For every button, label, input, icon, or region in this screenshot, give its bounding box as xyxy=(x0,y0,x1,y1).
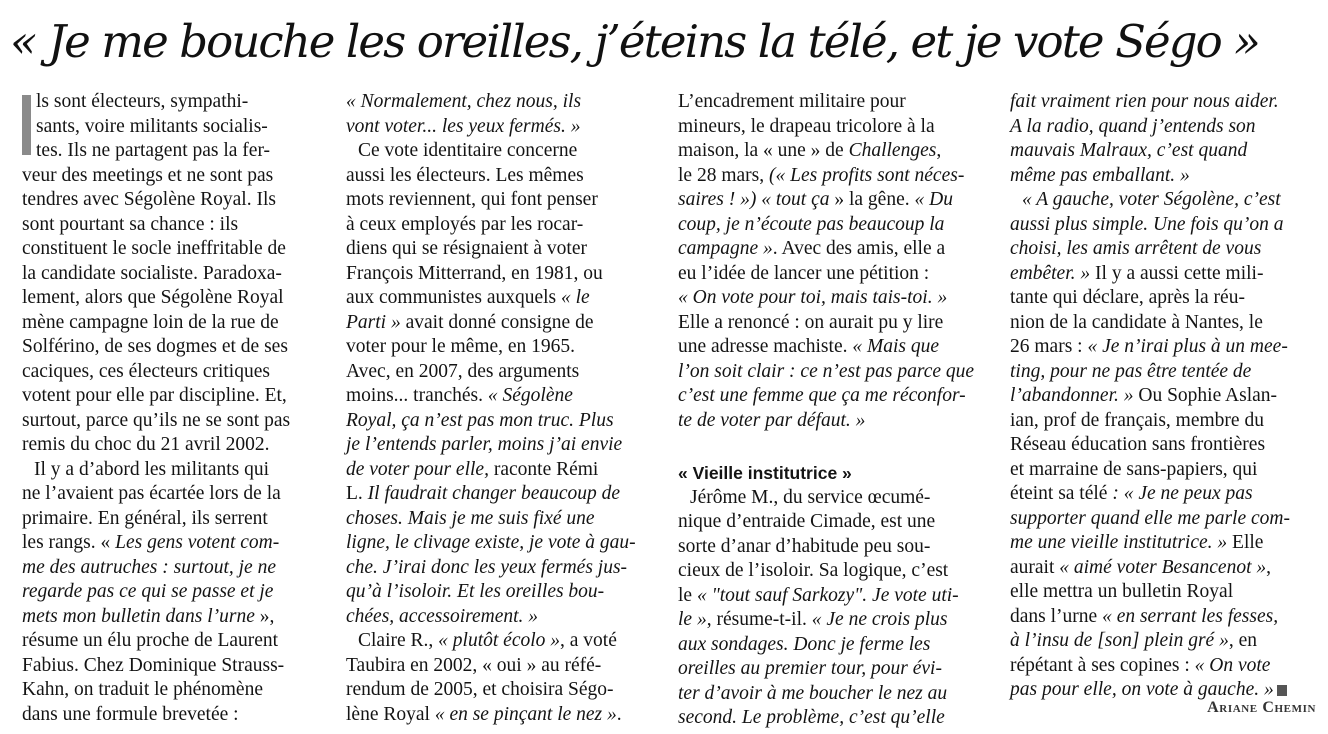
text-line: de voter pour elle, raconte Rémi xyxy=(346,458,599,480)
text-line: coup, je n’écoute pas beaucoup la xyxy=(678,213,945,235)
text-line: tes. Ils ne partagent pas la fer- xyxy=(36,140,271,161)
text-line: Kahn, on traduit le phénomène xyxy=(22,679,263,700)
text-line: mets mon bulletin dans l’urne », xyxy=(22,605,275,627)
text-line: c’est une femme que ça me réconfor- xyxy=(678,385,966,406)
column-4 xyxy=(1010,90,1314,703)
text-line: rendum de 2005, et choisira Ségo- xyxy=(346,679,614,700)
end-mark-icon xyxy=(1277,685,1287,696)
text-line: choses. Mais je me suis fixé une xyxy=(346,507,595,529)
text-line: aux communistes auxquels « le xyxy=(346,287,590,308)
text-line: 26 mars : « Je n’irai plus à un mee- xyxy=(1010,336,1288,357)
text-line: embêter. » Il y a aussi cette mili- xyxy=(1010,262,1264,284)
text-line: eu l’idée de lancer une pétition : xyxy=(678,262,930,284)
text-line: mots reviennent, qui font penser xyxy=(346,189,598,210)
text-line: remis du choc du 21 avril 2002. xyxy=(22,434,270,455)
text-line: pas pour elle, on vote à gauche. » xyxy=(1010,678,1314,703)
text-line: vont voter... les yeux fermés. » xyxy=(346,115,581,137)
headline: « Je me bouche les oreilles, j’éteins la télé, et je vote Ségo » xyxy=(10,15,1259,68)
text-line: A la radio, quand j’entends son xyxy=(1010,115,1256,137)
text-line: surtout, parce qu’ils ne se sont pas xyxy=(22,409,291,431)
text-line: che. J’irai donc les yeux fermés jus- xyxy=(346,556,628,578)
text-line: second. Le problème, c’est qu’elle xyxy=(678,707,945,728)
text-line: Claire R., « plutôt écolo », a voté xyxy=(358,630,617,651)
text-line: mène campagne loin de la rue de xyxy=(22,311,279,333)
text-line: la candidate socialiste. Paradoxa- xyxy=(22,262,282,284)
text-line: l’abandonner. » Ou Sophie Aslan- xyxy=(1010,385,1278,406)
text-line: supporter quand elle me parle com- xyxy=(1010,507,1290,529)
text-line: elle mettra un bulletin Royal xyxy=(1010,581,1234,602)
text-line: le », résume-t-il. « Je ne crois plus xyxy=(678,609,948,630)
text-line: à ceux employés par les rocar- xyxy=(346,213,584,235)
text-line: répétant à ses copines : « On vote xyxy=(1010,654,1271,676)
text-line: fait vraiment rien pour nous aider. xyxy=(1010,91,1279,112)
text-line: sants, voire militants socialis- xyxy=(36,115,268,137)
text-line: lène Royal « en se pinçant le nez ». xyxy=(346,703,622,725)
text-line: Fabius. Chez Dominique Strauss- xyxy=(22,654,285,676)
text-line: aussi plus simple. Une fois qu’on a xyxy=(1010,213,1284,235)
text-line: et marraine de sans-papiers, qui xyxy=(1010,458,1258,480)
text-line: Il y a d’abord les militants qui xyxy=(34,458,270,480)
text-line: Taubira en 2002, « oui » au réfé- xyxy=(346,654,602,676)
text-line: L. Il faudrait changer beaucoup de xyxy=(346,483,621,504)
drop-cap-bar xyxy=(22,95,31,155)
text-line: maison, la « une » de Challenges, xyxy=(678,140,942,161)
text-line: ne l’avaient pas écartée lors de la xyxy=(22,483,281,504)
text-line: L’encadrement militaire pour xyxy=(678,91,906,112)
text-line: primaire. En général, ils serrent xyxy=(22,507,268,529)
text-line: diens qui se résignaient à voter xyxy=(346,238,587,259)
text-line: cieux de l’isoloir. Sa logique, c’est xyxy=(678,560,949,581)
text-line: « On vote pour toi, mais tais-toi. » xyxy=(678,287,948,308)
column-1 xyxy=(22,90,326,727)
text-line: choisi, les amis arrêtent de vous xyxy=(1010,238,1262,259)
text-line: campagne ». Avec des amis, elle a xyxy=(678,238,946,259)
text-line: « A gauche, voter Ségolène, c’est xyxy=(1022,189,1281,210)
text-line: regarde pas ce qui se passe et je xyxy=(22,581,274,602)
text-line: aux sondages. Donc je ferme les xyxy=(678,633,931,655)
text-line: Royal, ça n’est pas mon truc. Plus xyxy=(346,409,614,431)
text-line: me une vieille institutrice. » Elle xyxy=(1010,532,1264,553)
text-line: te de voter par défaut. » xyxy=(678,409,866,431)
text-line: dans une formule brevetée : xyxy=(22,703,239,725)
text-line: dans l’urne « en serrant les fesses, xyxy=(1010,605,1279,627)
text-line: voter pour le même, en 1965. xyxy=(346,336,576,357)
text-line: saires ! ») « tout ça » la gêne. « Du xyxy=(678,189,953,210)
text-line: aussi les électeurs. Les mêmes xyxy=(346,164,584,186)
text-line: oreilles au premier tour, pour évi- xyxy=(678,658,942,679)
text-line: me des autruches : surtout, je ne xyxy=(22,556,276,578)
text-line: moins... tranchés. « Ségolène xyxy=(346,385,573,406)
text-line: le « "tout sauf Sarkozy". Je vote uti- xyxy=(678,584,959,606)
author-byline: Ariane Chemin xyxy=(1207,699,1316,716)
spacer xyxy=(678,433,982,461)
text-line: constituent le socle ineffritable de xyxy=(22,238,286,259)
text-line: je l’entends parler, moins j’ai envie xyxy=(346,434,623,455)
text-line: ian, prof de français, membre du xyxy=(1010,409,1264,431)
text-line: aurait « aimé voter Besancenot », xyxy=(1010,556,1271,578)
column-2 xyxy=(346,90,650,727)
text-line: le 28 mars, (« Les profits sont néces- xyxy=(678,164,965,186)
text-line: ting, pour ne pas être tentée de xyxy=(1010,360,1252,382)
text-line: nique d’entraide Cimade, est une xyxy=(678,511,936,532)
text-line: veur des meetings et ne sont pas xyxy=(22,164,274,186)
text-line: une adresse machiste. « Mais que xyxy=(678,336,940,357)
text-line: Jérôme M., du service œcumé- xyxy=(690,486,931,508)
text-line: ter d’avoir à me boucher le nez au xyxy=(678,682,948,704)
text-line: nion de la candidate à Nantes, le xyxy=(1010,311,1263,333)
text-line: éteint sa télé : « Je ne peux pas xyxy=(1010,483,1253,504)
text-line: Réseau éducation sans frontières xyxy=(1010,434,1266,455)
text-line: les rangs. « Les gens votent com- xyxy=(22,532,280,553)
text-line: tendres avec Ségolène Royal. Ils xyxy=(22,189,276,210)
text-line: qu’à l’isoloir. Et les oreilles bou- xyxy=(346,581,605,602)
text-line: sorte d’anar d’habitude peu sou- xyxy=(678,535,931,557)
text-line: caciques, ces électeurs critiques xyxy=(22,360,270,382)
text-line: ligne, le clivage existe, je vote à gau- xyxy=(346,532,636,553)
text-line: Elle a renoncé : on aurait pu y lire xyxy=(678,311,944,333)
text-line: mineurs, le drapeau tricolore à la xyxy=(678,115,935,137)
text-line: « Normalement, chez nous, ils xyxy=(346,91,582,112)
text-line: ls sont électeurs, sympathi- xyxy=(36,91,249,112)
text-line: à l’insu de [son] plein gré », en xyxy=(1010,630,1257,651)
text-line: chées, accessoirement. » xyxy=(346,605,539,627)
text-line: Avec, en 2007, des arguments xyxy=(346,360,580,382)
text-line: mauvais Malraux, c’est quand xyxy=(1010,140,1248,161)
text-line: lement, alors que Ségolène Royal xyxy=(22,287,284,308)
text-line: même pas emballant. » xyxy=(1010,164,1190,186)
text-line: Parti » avait donné consigne de xyxy=(346,311,594,333)
text-line: Solférino, de ses dogmes et de ses xyxy=(22,336,288,357)
text-line: François Mitterrand, en 1981, ou xyxy=(346,262,603,284)
text-line: Ce vote identitaire concerne xyxy=(358,140,578,161)
text-line: tante qui déclare, après la réu- xyxy=(1010,287,1245,308)
subheading: « Vieille institutrice » xyxy=(678,463,852,483)
text-line: sont pourtant sa chance : ils xyxy=(22,213,239,235)
text-line: votent pour elle par discipline. Et, xyxy=(22,385,287,406)
text-line: résume un élu proche de Laurent xyxy=(22,630,279,651)
column-3 xyxy=(678,90,982,731)
text-line: l’on soit clair : ce n’est pas parce que xyxy=(678,360,975,382)
